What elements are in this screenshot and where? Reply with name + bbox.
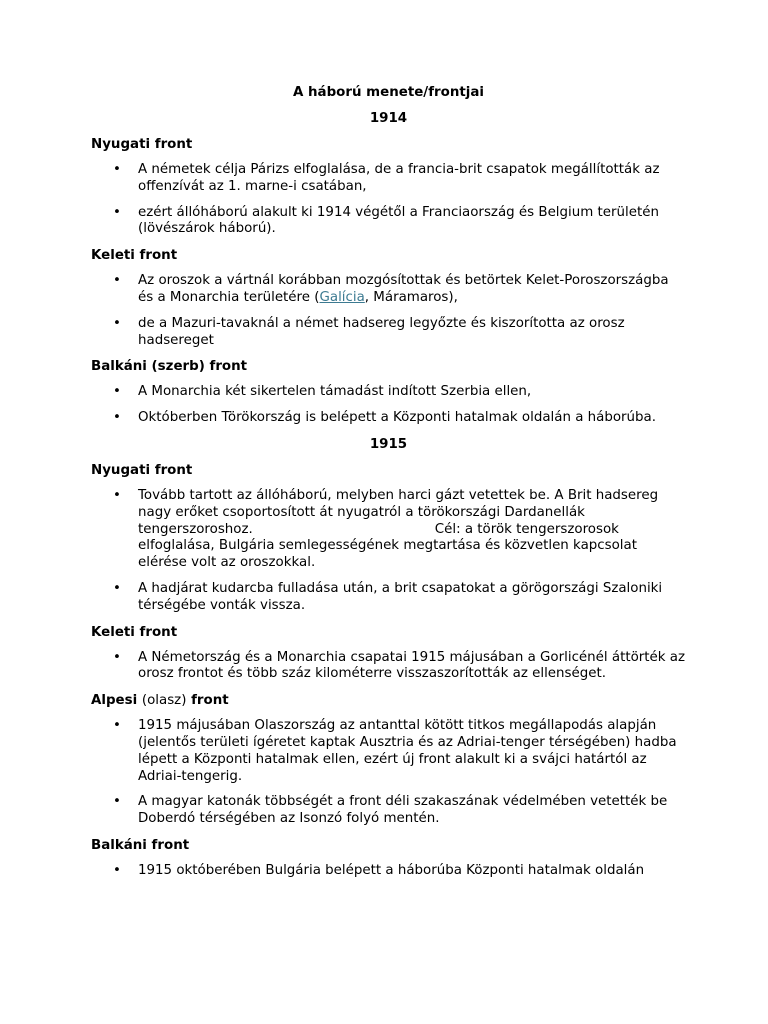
heading-alpine-front-1915 bbox=[91, 692, 686, 709]
heading-western-front-1915: Nyugati front bbox=[91, 462, 193, 478]
list-item bbox=[91, 488, 686, 572]
list-item: • A Monarchia két sikertelen támadást indított Szerbia ellen, bbox=[91, 384, 686, 401]
list-item bbox=[91, 273, 686, 307]
list-item-text: Az oroszok a vártnál korábban mozgósítottak és betörtek Kelet-Poroszországba és a Monarchia területére ( bbox=[138, 273, 669, 305]
list-item-text: Cél: a török tengerszorosok elfoglalása, Bulgária semlegességének megtartása és közvetlen kapcsolat elérése volt az oroszokkal. bbox=[138, 521, 637, 571]
galicia-link[interactable]: Galícia bbox=[319, 289, 365, 305]
list-balkan-front-1915 bbox=[91, 863, 686, 880]
list-eastern-front-1915 bbox=[91, 650, 686, 684]
list-item: • 1915 októberében Bulgária belépett a háborúba Központi hatalmak oldalán bbox=[91, 863, 686, 880]
year-heading-1914: 1914 bbox=[369, 111, 408, 126]
list-item: • A hadjárat kudarcba fulladása után, a brit csapatokat a görögországi Szaloniki térségébe vonták vissza. bbox=[91, 581, 686, 615]
list-item: • Októberben Törökország is belépett a Központi hatalmak oldalán a háborúba. bbox=[91, 410, 686, 427]
heading-eastern-front-1914: Keleti front bbox=[91, 248, 178, 264]
list-eastern-front-1914 bbox=[91, 273, 686, 349]
list-balkan-front-1914 bbox=[91, 384, 686, 427]
document-title: A háború menete/frontjai bbox=[293, 85, 484, 100]
heading-balkan-front-1915: Balkáni front bbox=[91, 837, 190, 853]
heading-western-front-1914: Nyugati front bbox=[91, 137, 193, 152]
list-item: • de a Mazuri-tavaknál a német hadsereg legyőzte és kiszorította az orosz hadsereget bbox=[91, 316, 686, 350]
list-item-text: Tovább tartott az állóháború, melyben harci gázt vetettek be. A Brit hadsereg nagy erőket csoportosított át nyugatról a törökországi Dardanellák tengerszoroshoz. bbox=[138, 487, 659, 537]
list-item: • A Németország és a Monarchia csapatai 1915 májusában a Gorlicénél áttörték az orosz frontot és több száz kilométerre visszaszorították az ellenséget. bbox=[91, 650, 686, 684]
list-item-text: , Máramaros), bbox=[364, 289, 458, 305]
year-heading-1915: 1915 bbox=[369, 436, 408, 452]
heading-bold-part: front bbox=[191, 693, 229, 709]
list-western-front-1915 bbox=[91, 488, 686, 615]
document-page bbox=[91, 84, 686, 889]
list-western-front-1914 bbox=[91, 162, 686, 238]
list-item: • A németek célja Párizs elfoglalása, de a francia-brit csapatok megállították az offenzívát az 1. marne-i csatában, bbox=[91, 162, 686, 196]
list-item: • A magyar katonák többségét a front déli szakaszának védelmében vetették be Doberdó térségében az Isonzó folyó mentén. bbox=[91, 794, 686, 828]
heading-normal-part: (olasz) bbox=[141, 693, 187, 709]
heading-bold-part: Alpesi bbox=[91, 693, 138, 709]
list-alpine-front-1915 bbox=[91, 718, 686, 828]
heading-eastern-front-1915: Keleti front bbox=[91, 624, 178, 640]
list-item: • ezért állóháború alakult ki 1914 végétől a Franciaország és Belgium területén (lövészárok háború). bbox=[91, 205, 686, 239]
heading-balkan-front-1914: Balkáni (szerb) front bbox=[91, 359, 248, 375]
list-item: • 1915 májusában Olaszország az antanttal kötött titkos megállapodás alapján (jelentős területi ígéretet kaptak Ausztria és az Adriai-tenger térségében) hadba lépett a Központi hatalmak ellen, ezért új front alakult ki a svájci határtól az Adriai-tengerig. bbox=[91, 718, 686, 785]
